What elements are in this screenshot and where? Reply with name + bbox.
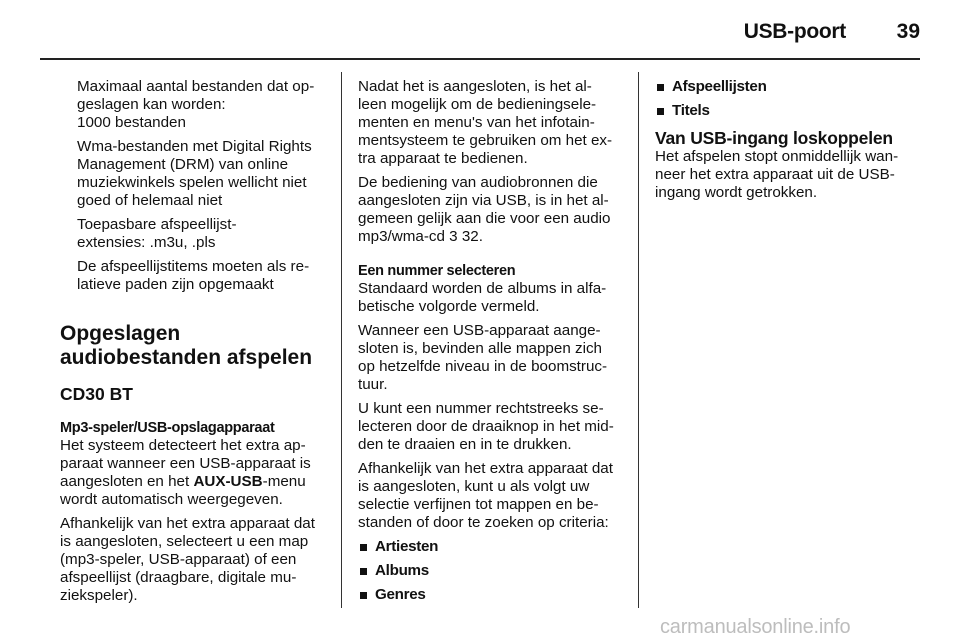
header-divider [40,58,920,60]
column-2 [358,78,626,610]
list-item-label: Genres [375,586,426,603]
subsection-heading: CD30 BT [60,384,133,404]
watermark: carmanualsonline.info [660,616,851,638]
bullet-square-icon [657,84,664,91]
text-line: lecteren door de draaiknop in het mid- [358,418,614,435]
menu-name: AUX-USB [193,473,263,490]
text-line: menten en menu's van het infotain- [358,114,595,131]
heading-line: Opgeslagen [60,322,181,345]
body-paragraph [60,437,330,509]
text-line: De afspeellijstitems moeten als re- [77,258,310,275]
text-line: mentsysteem te gebruiken om het ex- [358,132,613,149]
text-line: neer het extra apparaat uit de USB- [655,166,895,183]
column-divider-2 [638,72,639,608]
page-reference: 32. [457,228,483,245]
body-paragraph [358,400,626,454]
text-line: muziekwinkels spelen wellicht niet [77,174,307,191]
list-item [655,78,920,96]
body-paragraph [60,515,330,605]
text-line: leen mogelijk om de bedieningsele- [358,96,597,113]
list-item-label: Albums [375,562,429,579]
text-line: De bediening van audiobronnen die [358,174,598,191]
column-divider-1 [341,72,342,608]
text-line: Afhankelijk van het extra apparaat dat [358,460,613,477]
text-line: paraat wanneer een USB-apparaat is [60,455,311,472]
text-line: wordt automatisch weergegeven. [60,491,283,508]
text-line: Het systeem detecteert het extra ap- [60,437,306,454]
text-line: betische volgorde vermeld. [358,298,540,315]
text-line: Maximaal aantal bestanden dat op- [77,78,315,95]
text-line: den te draaien en in te drukken. [358,436,572,453]
text-line: Toepasbare afspeellijst- [77,216,237,233]
text-line: sloten is, bevinden alle mappen zich [358,340,602,357]
text-line: aangesloten zijn via USB, is in het al- [358,192,609,209]
body-paragraph [358,280,626,316]
topic-heading: Van USB-ingang loskoppelen [655,128,893,148]
text-line: mp3/wma-cd [358,228,450,245]
topic-heading: Mp3-speler/USB-opslagapparaat [60,420,275,436]
note-paragraph [77,78,330,132]
text-line: extensies: .m3u, .pls [77,234,216,251]
list-item [358,586,626,604]
column-3 [655,78,920,208]
text-line: Wanneer een USB-apparaat aange- [358,322,601,339]
text-line: geslagen kan worden: [77,96,226,113]
header-title: USB-poort [743,20,846,43]
list-item [655,102,920,120]
text-line: tra apparaat te bedienen. [358,150,528,167]
text-line: afspeellijst (draagbare, digitale mu- [60,569,297,586]
text-line: is aangesloten, selecteert u een map [60,533,309,550]
list-item-label: Afspeellijsten [672,78,767,95]
text-line: ingang wordt getrokken. [655,184,818,201]
text-line: op hetzelfde niveau in de boomstruc- [358,358,608,375]
text-line: Standaard worden de albums in alfa- [358,280,607,297]
column-1 [60,78,330,611]
text-line: 1000 bestanden [77,114,186,131]
text-line: (mp3-speler, USB-apparaat) of een [60,551,297,568]
page-reference-arrow-icon: 3 [449,228,458,245]
text-line: Management (DRM) van online [77,156,289,173]
text-line: tuur. [358,376,388,393]
body-paragraph [358,174,626,246]
bullet-square-icon [360,592,367,599]
section-heading [60,322,330,370]
list-item [358,538,626,556]
text-line: selectie verfijnen tot mappen en be- [358,496,599,513]
list-item [358,562,626,580]
body-paragraph [358,78,626,168]
bullet-square-icon [360,568,367,575]
text-line: Wma-bestanden met Digital Rights [77,138,312,155]
text-line: gemeen gelijk aan die voor een audio [358,210,611,227]
text-line: ziekspeler). [60,587,138,604]
body-paragraph [358,322,626,394]
text-line: aangesloten en het [60,473,194,490]
page-number: 39 [896,20,920,43]
bullet-square-icon [657,108,664,115]
text-line: Nadat het is aangesloten, is het al- [358,78,592,95]
list-item-label: Titels [672,102,710,119]
topic-heading: Een nummer selecteren [358,263,516,279]
text-line: goed of helemaal niet [77,192,223,209]
note-paragraph [77,138,330,210]
text-line: Het afspelen stopt onmiddellijk wan- [655,148,899,165]
file-limit-note [60,78,330,294]
body-paragraph [358,460,626,532]
note-paragraph [77,216,330,252]
text-line: is aangesloten, kunt u als volgt uw [358,478,590,495]
bullet-square-icon [360,544,367,551]
note-paragraph [77,258,330,294]
text-line: Afhankelijk van het extra apparaat dat [60,515,315,532]
text-line: -menu [262,473,306,490]
text-line: U kunt een nummer rechtstreeks se- [358,400,604,417]
heading-line: audiobestanden afspelen [60,346,313,369]
text-line: standen of door te zoeken op criteria: [358,514,609,531]
body-paragraph [655,148,920,202]
list-item-label: Artiesten [375,538,439,555]
text-line: latieve paden zijn opgemaakt [77,276,274,293]
